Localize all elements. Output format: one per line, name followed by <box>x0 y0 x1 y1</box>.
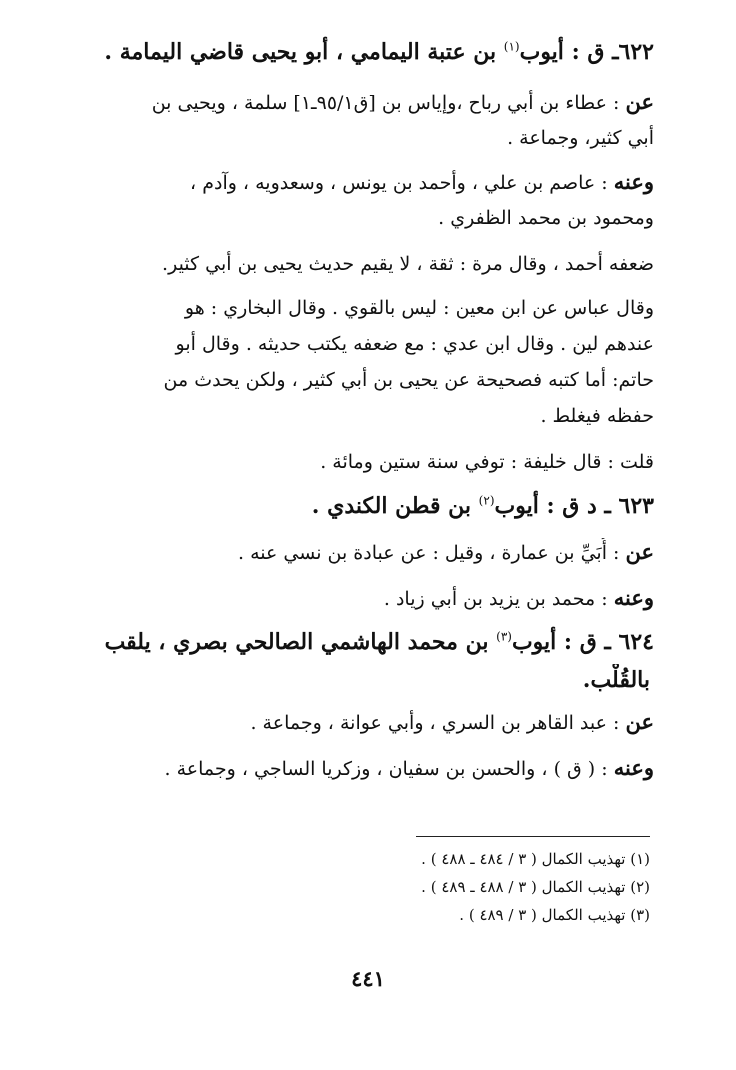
entry-623-wanhu-line <box>98 584 654 614</box>
entry-622-wanhu-text1: : عاصم بن علي ، وأحمد بن يونس ، وسعدويه ، وآدم ، <box>190 172 608 194</box>
footnote-ref-3: (٣) <box>496 629 512 644</box>
page-number: ٤٤١ <box>351 966 385 991</box>
entry-622-paragraph-2-line-4: حفظه فيغلط . <box>540 405 654 427</box>
an-label: عن <box>625 539 654 564</box>
entry-624-heading <box>86 626 654 660</box>
wanhu-label: وعنه <box>613 755 654 780</box>
footnote-ref-1: (١) <box>503 39 520 54</box>
footnote-divider <box>416 836 650 837</box>
an-label: عن <box>625 709 654 734</box>
entry-622-wanhu-text2: ومحمود بن محمد الظفري . <box>438 207 654 229</box>
entry-623-heading-post: بن قطن الكندي . <box>311 493 471 519</box>
entry-624-wanhu-line <box>98 754 654 784</box>
entry-623-heading-pre: ٦٢٣ ـ د ق : أيوب <box>494 493 654 519</box>
entry-624-heading-pre: ٦٢٤ ـ ق : أيوب <box>511 629 654 655</box>
an-label: عن <box>625 89 654 114</box>
entry-622-paragraph-2-line-3: حاتم: أما كتبه فصحيحة عن يحيى بن أبي كثير ، ولكن يحدث من <box>163 369 654 391</box>
entry-622-an-text2: أبي كثير، وجماعة . <box>507 127 654 149</box>
entry-624-heading-line-2: بالقُلْب. <box>582 667 650 693</box>
entry-622-heading-pre: ٦٢٢ـ ق : أيوب <box>519 39 654 65</box>
entry-624-an-line <box>98 708 654 738</box>
entry-623-an-line <box>98 538 654 568</box>
entry-622-an-line2 <box>98 124 654 154</box>
footnote-1: (١) تهذيب الكمال ( ٣ / ٤٨٤ ـ ٤٨٨ ) . <box>421 850 650 868</box>
entry-623-wanhu-text: : محمد بن يزيد بن أبي زياد . <box>383 588 608 610</box>
entry-622-heading-post: بن عتبة اليمامي ، أبو يحيى قاضي اليمامة . <box>104 39 497 65</box>
entry-623-an-text: : أُبَيِّ بن عمارة ، وقيل : عن عبادة بن نسي عنه . <box>238 542 620 564</box>
entry-624-an-text: : عبد القاهر بن السري ، وأبي عوانة ، وجماعة . <box>250 712 620 734</box>
footnote-ref-2: (٢) <box>478 493 495 508</box>
entry-622-heading <box>98 36 654 70</box>
entry-622-wanhu-line2 <box>98 204 654 234</box>
entry-624-heading-post: بن محمد الهاشمي الصالحي بصري ، يلقب <box>104 629 489 655</box>
entry-623-heading <box>98 490 654 524</box>
entry-622-paragraph-3: قلت : قال خليفة : توفي سنة ستين ومائة . <box>320 451 654 473</box>
entry-622-an-line1 <box>98 88 654 118</box>
entry-624-wanhu-text: : ( ق ) ، والحسن بن سفيان ، وزكريا الساجي ، وجماعة . <box>164 758 608 780</box>
wanhu-label: وعنه <box>613 169 654 194</box>
wanhu-label: وعنه <box>613 585 654 610</box>
footnote-3: (٣) تهذيب الكمال ( ٣ / ٤٨٩ ) . <box>459 906 650 924</box>
footnote-2: (٢) تهذيب الكمال ( ٣ / ٤٨٨ ـ ٤٨٩ ) . <box>421 878 650 896</box>
entry-622-paragraph-2-line-1: وقال عباس عن ابن معين : ليس بالقوي . وقال البخاري : هو <box>184 297 654 319</box>
entry-622-an-text1: : عطاء بن أبي رباح ،وإياس بن [ق٩٥/١ـ١] سلمة ، ويحيى بن <box>151 92 620 114</box>
entry-622-paragraph-2-line-2: عندهم لين . وقال ابن عدي : مع ضعفه يكتب حديثه . وقال أبو <box>175 333 654 355</box>
entry-622-paragraph-1: ضعفه أحمد ، وقال مرة : ثقة ، لا يقيم حديث يحيى بن أبي كثير. <box>162 253 654 275</box>
entry-622-wanhu-line1 <box>98 168 654 198</box>
